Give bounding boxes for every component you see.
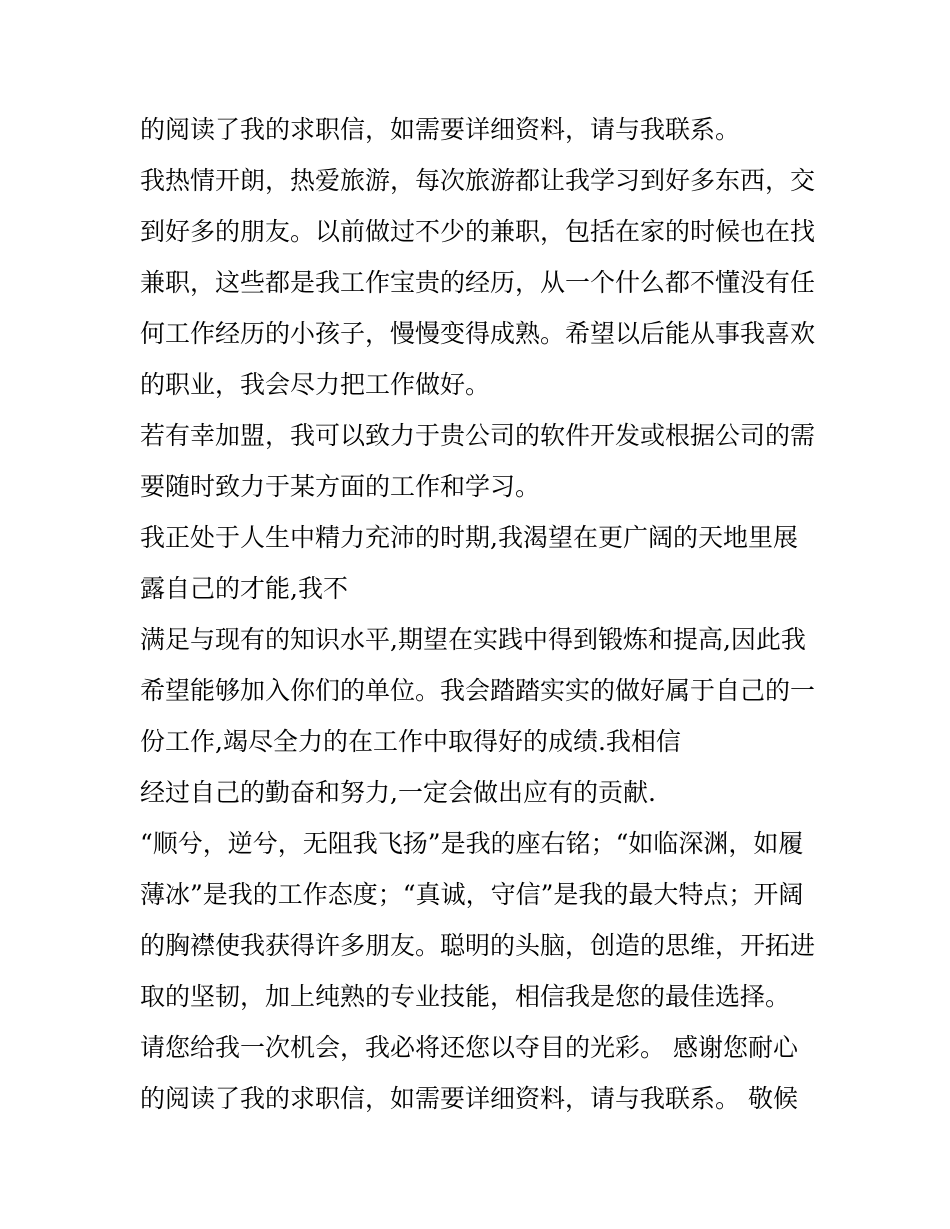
text-line: 的阅读了我的求职信，如需要详细资料，请与我联系。 [140, 115, 741, 144]
text-line: 取的坚韧，加上纯熟的专业技能，相信我是您的最佳选择。 [140, 982, 791, 1011]
text-line: 若有幸加盟，我可以致力于贵公司的软件开发或根据公司的需 [140, 421, 816, 450]
text-line: 我正处于人生中精力充沛的时期,我渴望在更广阔的天地里展 [140, 523, 798, 552]
text-line: 的阅读了我的求职信，如需要详细资料，请与我联系。 敬候 [140, 1084, 798, 1113]
text-line: 到好多的朋友。以前做过不少的兼职，包括在家的时候也在找 [140, 217, 816, 246]
text-line: 我热情开朗，热爱旅游，每次旅游都让我学习到好多东西，交 [140, 166, 816, 195]
text-line: 份工作,竭尽全力的在工作中取得好的成绩.我相信 [140, 727, 681, 756]
text-line: 的胸襟使我获得许多朋友。聪明的头脑，创造的思维，开拓进 [140, 931, 816, 960]
letter-body [140, 104, 830, 1124]
text-line: 经过自己的勤奋和努力,一定会做出应有的贡献. [140, 778, 656, 807]
text-line: 希望能够加入你们的单位。我会踏踏实实的做好属于自己的一 [140, 676, 816, 705]
text-line: 薄冰”是我的工作态度；“真诚，守信”是我的最大特点；开阔 [140, 880, 804, 909]
text-line: 何工作经历的小孩子，慢慢变得成熟。希望以后能从事我喜欢 [140, 319, 816, 348]
text-line: 要随时致力于某方面的工作和学习。 [140, 472, 541, 501]
text-line: 的职业，我会尽力把工作做好。 [140, 370, 491, 399]
text-line: 满足与现有的知识水平,期望在实践中得到锻炼和提高,因此我 [140, 625, 806, 654]
text-line: 请您给我一次机会，我必将还您以夺目的光彩。 感谢您耐心 [140, 1033, 798, 1062]
text-line: 露自己的才能,我不 [140, 574, 348, 603]
text-line: “顺兮，逆兮，无阻我飞扬”是我的座右铭；“如临深渊，如履 [140, 829, 804, 858]
text-line: 兼职，这些都是我工作宝贵的经历，从一个什么都不懂没有任 [140, 268, 816, 297]
